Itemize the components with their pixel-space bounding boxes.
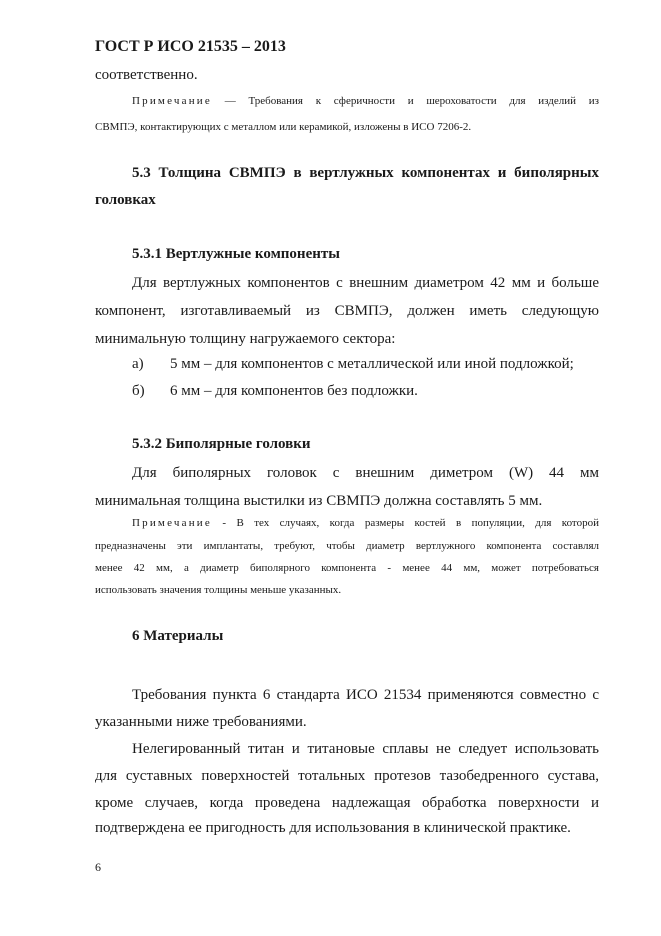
section-5-3-1-para-line-1: Для вертлужных компонентов с внешним диаметром 42 мм и больше bbox=[132, 275, 599, 291]
section-6-para-2-line-4: подтверждена ее пригодность для использования в клинической практике. bbox=[95, 820, 571, 836]
section-6-title: 6 Материалы bbox=[132, 628, 224, 644]
document-header: ГОСТ Р ИСО 21535 – 2013 bbox=[95, 38, 286, 55]
list-text: 5 мм – для компонентов с металлической или иной подложкой; bbox=[170, 356, 574, 372]
note-1-line-2: СВМПЭ, контактирующих с металлом или керамикой, изложены в ИСО 7206-2. bbox=[95, 121, 472, 133]
section-5-3-title-cont: головках bbox=[95, 192, 156, 208]
section-5-3-1-para-line-2: компонент, изготавливаемый из СВМПЭ, должен иметь следующую bbox=[95, 303, 599, 319]
note-2-line-1 bbox=[95, 512, 599, 535]
section-5-3-title: 5.3 Толщина СВМПЭ в вертлужных компонентах и биполярных bbox=[132, 165, 599, 181]
section-6-para-1-line-1: Требования пункта 6 стандарта ИСО 21534 применяются совместно с bbox=[132, 687, 599, 703]
note-2-line-2: предназначены эти имплантаты, требуют, чтобы диаметр вертлужного компонента составлял bbox=[95, 540, 599, 552]
list-item bbox=[132, 356, 574, 373]
note-2-line-3: менее 42 мм, а диаметр биполярного компонента - менее 44 мм, может потребоваться bbox=[95, 562, 599, 574]
section-5-3-1-para-line-3: минимальную толщину нагружаемого сектора: bbox=[95, 331, 396, 347]
note-2-line-4: использовать значения толщины меньше указанных. bbox=[95, 584, 342, 596]
section-6-para-2-line-3: кроме случаев, когда проведена надлежащая обработка поверхности и bbox=[95, 795, 599, 811]
intro-tail: соответственно. bbox=[95, 67, 198, 83]
note-2-text: - В тех случаях, когда размеры костей в популяции, для которой bbox=[211, 517, 599, 529]
page-number: 6 bbox=[95, 860, 101, 874]
list-marker: а) bbox=[132, 356, 144, 372]
note-1-line-1 bbox=[95, 90, 599, 113]
section-5-3-2-para-line-1: Для биполярных головок с внешним диметром (W) 44 мм bbox=[132, 465, 599, 481]
section-6-para-2-line-1: Нелегированный титан и титановые сплавы не следует использовать bbox=[132, 741, 599, 757]
note-2-label: Примечание bbox=[132, 517, 212, 529]
list-text: 6 мм – для компонентов без подложки. bbox=[170, 383, 418, 399]
list-item bbox=[132, 383, 418, 400]
section-5-3-1-title: 5.3.1 Вертлужные компоненты bbox=[132, 246, 340, 262]
section-5-3-2-title: 5.3.2 Биполярные головки bbox=[132, 436, 311, 452]
section-6-para-2-line-2: для суставных поверхностей тотальных протезов тазобедренного сустава, bbox=[95, 768, 599, 784]
section-6-para-1-line-2: указанными ниже требованиями. bbox=[95, 714, 307, 730]
note-1-label: Примечание bbox=[132, 95, 212, 107]
section-5-3-2-para-line-2: минимальная толщина выстилки из СВМПЭ должна составлять 5 мм. bbox=[95, 493, 543, 509]
note-1-text: — Требования к сферичности и шероховатости для изделий из bbox=[211, 95, 599, 107]
list-marker: б) bbox=[132, 383, 145, 399]
